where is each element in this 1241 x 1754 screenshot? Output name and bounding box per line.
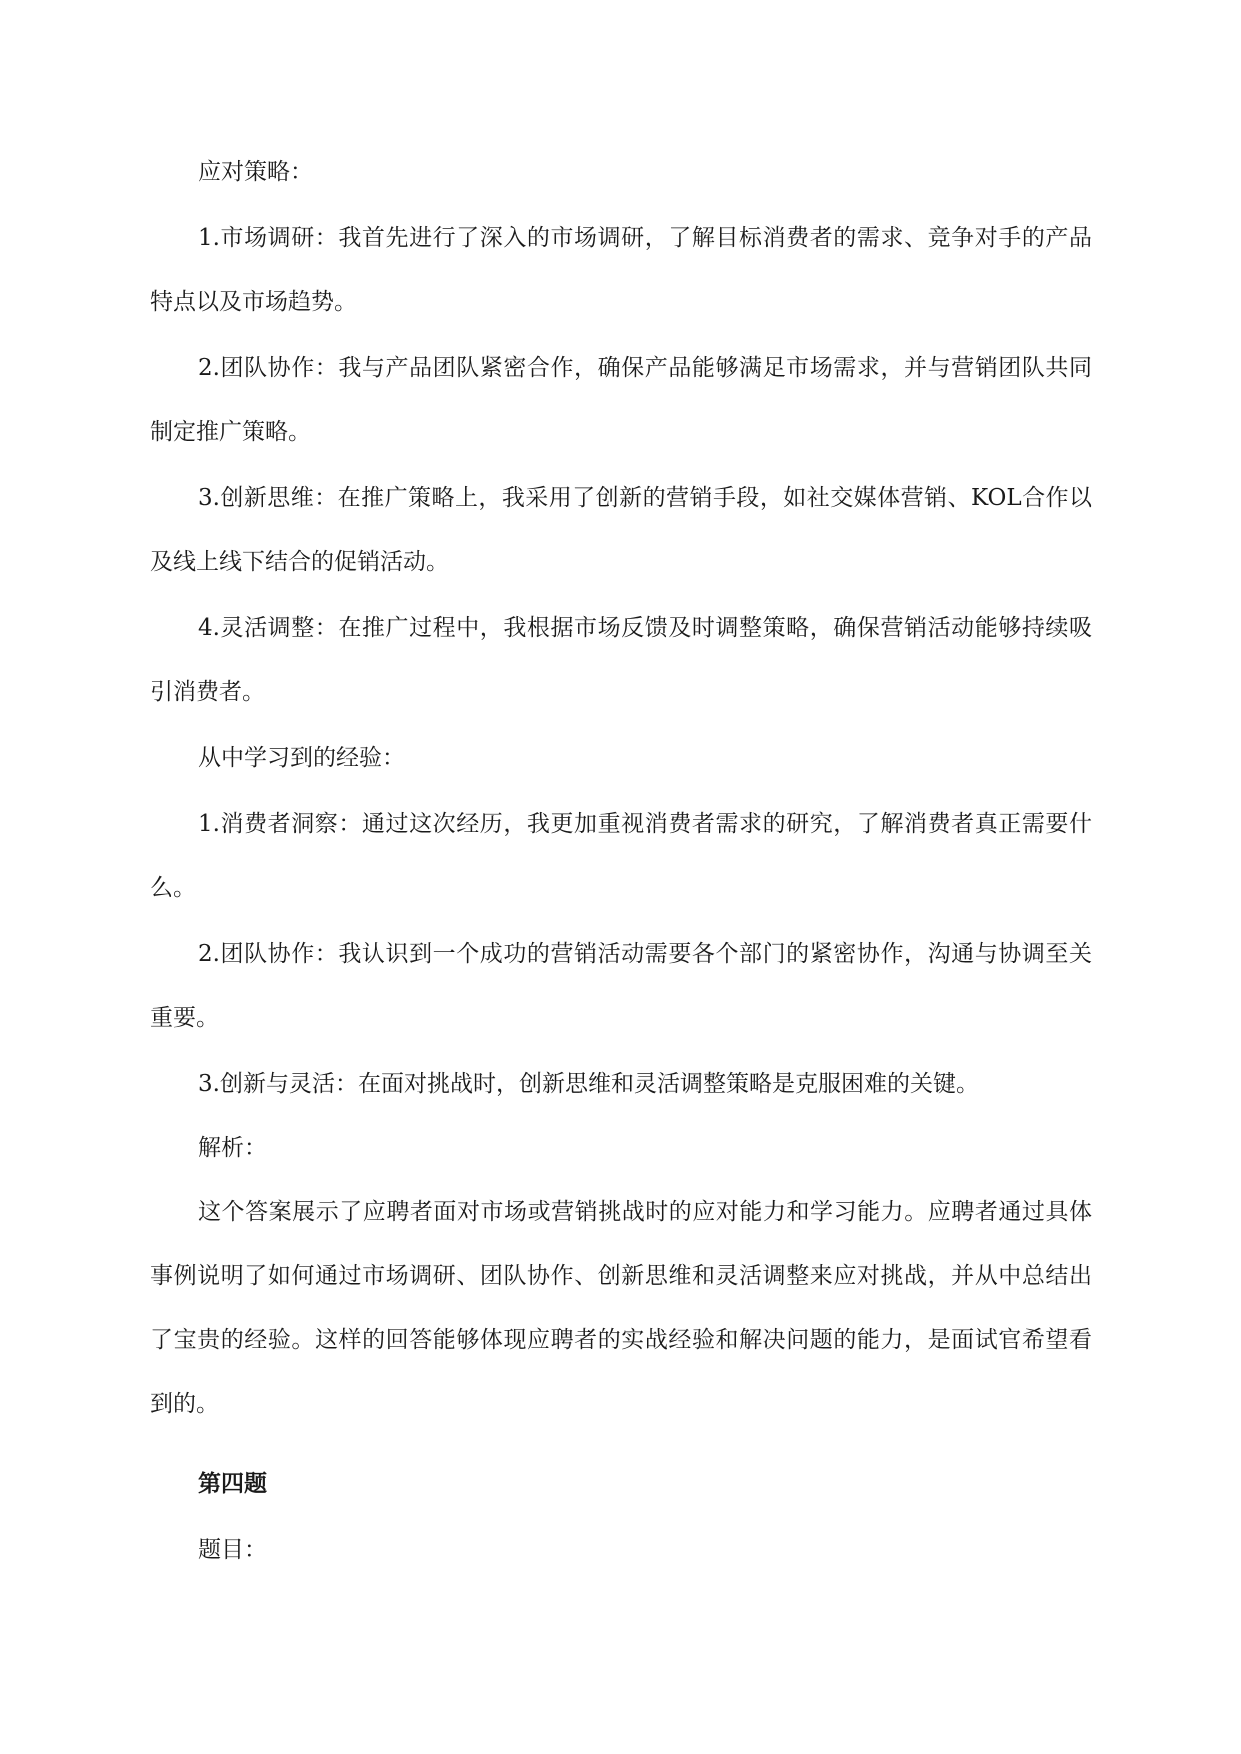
strategy-item-innovation: 3.创新思维：在推广策略上，我采用了创新的营销手段，如社交媒体营销、KOL合作以及线上线下结合的促销活动。 xyxy=(150,485,1092,575)
lesson-item-teamwork: 2.团队协作：我认识到一个成功的营销活动需要各个部门的紧密协作，沟通与协调至关重要。 xyxy=(150,941,1092,1031)
document-body xyxy=(150,140,1092,1582)
strategy-item-market-research: 1.市场调研：我首先进行了深入的市场调研，了解目标消费者的需求、竞争对手的产品特点以及市场趋势。 xyxy=(150,225,1092,315)
lesson-item-innovation: 3.创新与灵活：在面对挑战时，创新思维和灵活调整策略是克服困难的关键。 xyxy=(198,1071,979,1097)
strategy-item-teamwork: 2.团队协作：我与产品团队紧密合作，确保产品能够满足市场需求，并与营销团队共同制定推广策略。 xyxy=(150,355,1092,445)
lesson-item-consumer-insight: 1.消费者洞察：通过这次经历，我更加重视消费者需求的研究，了解消费者真正需要什么。 xyxy=(150,811,1092,901)
analysis-paragraph: 这个答案展示了应聘者面对市场或营销挑战时的应对能力和学习能力。应聘者通过具体事例说明了如何通过市场调研、团队协作、创新思维和灵活调整来应对挑战，并从中总结出了宝贵的经验。这样的回答能够体现应聘者的实战经验和解决问题的能力，是面试官希望看到的。 xyxy=(150,1199,1092,1417)
question-heading: 第四题 xyxy=(198,1470,267,1497)
strategy-section-label: 应对策略： xyxy=(198,159,313,185)
strategy-item-flexibility: 4.灵活调整：在推广过程中，我根据市场反馈及时调整策略，确保营销活动能够持续吸引消费者。 xyxy=(150,615,1092,705)
analysis-section-label: 解析： xyxy=(198,1135,267,1161)
lessons-section-label: 从中学习到的经验： xyxy=(198,745,405,771)
question-label: 题目： xyxy=(198,1537,267,1563)
